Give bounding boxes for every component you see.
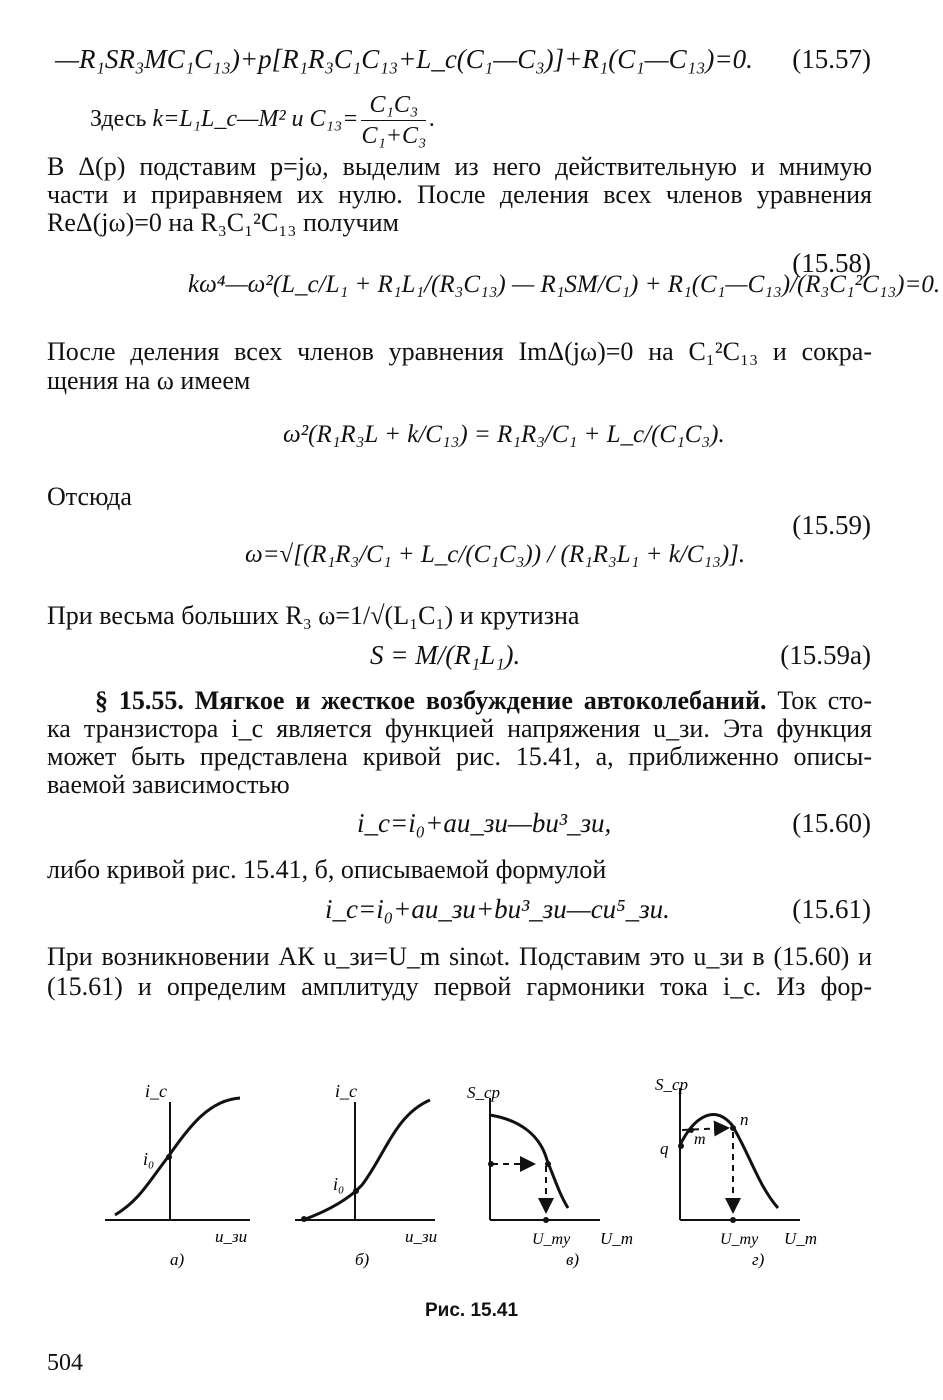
figure-15-41	[0, 1060, 943, 1280]
i0-label: i₀	[333, 1174, 345, 1194]
paragraph-line: либо кривой рис. 15.41, б, описываемой формулой	[47, 855, 607, 884]
i0-point	[166, 1154, 172, 1160]
equation-15-61: i_c=i₀+au_зи+bu³_зи—cu⁵_зи.	[325, 894, 670, 924]
equation-number: (15.59)	[792, 510, 871, 540]
paragraph-line: ваемой зависимостью	[47, 770, 290, 799]
y-axis-label: S_ср	[655, 1075, 689, 1094]
equation-number: (15.61)	[792, 894, 871, 924]
here-word: Здесь	[90, 106, 147, 133]
m-label: m	[694, 1131, 706, 1148]
current-curve	[303, 1100, 430, 1220]
x-axis-label: U_m	[600, 1229, 634, 1248]
equation-number: (15.60)	[792, 808, 871, 838]
figure-caption: Рис. 15.41	[424, 1300, 519, 1321]
q-label: q	[660, 1139, 669, 1158]
k-definition: k=L₁L_c—M² и C₁₃=	[152, 106, 359, 133]
umy-point	[730, 1217, 736, 1223]
paragraph-line: Отсюда	[47, 482, 132, 511]
equation-15-59: ω=√[(R₁R₃/C₁ + L_c/(C₁C₃)) / (R₁R₃L₁ + k/C₁₃)].	[245, 541, 746, 568]
page-number: 504	[47, 1350, 83, 1376]
c13-fraction	[361, 90, 426, 151]
umy-label: U_mу	[532, 1231, 571, 1248]
equation-imaginary-part: ω²(R₁R₃L + k/C₁₃) = R₁R₃/C₁ + L_c/(C₁C₃).	[283, 421, 725, 448]
panel-tag: в)	[566, 1250, 580, 1269]
panel-g	[655, 1075, 817, 1269]
panel-v	[467, 1083, 633, 1269]
slope-curve	[490, 1115, 568, 1208]
equation-15-60: i_c=i₀+au_зи—bu³_зи,	[357, 808, 612, 838]
section-text: Ток сто-	[777, 686, 873, 715]
equation-number: (15.57)	[792, 44, 871, 74]
panel-a	[105, 1081, 250, 1269]
paragraph-line: В Δ(p) подставим p=jω, выделим из него действительную и мнимую	[47, 152, 872, 181]
n-point	[730, 1125, 736, 1131]
fraction-denominator: C₁+C₃	[361, 123, 427, 149]
equation-15-57: —R₁SR₃MC₁C₁₃)+p[R₁R₃C₁C₁₃+L_c(C₁—C₃)]+R₁(C₁—C₁₃)=0.	[55, 44, 753, 74]
paragraph-line: может быть представлена кривой рис. 15.41, а, приближенно описы-	[47, 742, 872, 771]
umy-point	[543, 1217, 549, 1223]
equation-number: (15.58)	[792, 248, 871, 278]
origin-point	[301, 1216, 307, 1222]
y-axis-label: i_c	[145, 1081, 167, 1101]
section-title: § 15.55. Мягкое и жесткое возбуждение автоколебаний.	[95, 686, 767, 715]
paragraph-line: части и приравняем их нулю. После деления всех членов уравнения	[47, 180, 872, 209]
paragraph-line: При весьма больших R₃ ω=1/√(L₁C₁) и крутизна	[47, 601, 580, 630]
equation-number: (15.59a)	[780, 640, 871, 670]
section-heading-line	[95, 686, 872, 716]
paragraph-line: ReΔ(jω)=0 на R₃C₁²C₁₃ получим	[47, 208, 399, 237]
i0-label: i₀	[143, 1149, 155, 1169]
umy-label: U_mу	[720, 1231, 759, 1248]
i0-point	[353, 1188, 359, 1194]
paragraph-line: После деления всех членов уравнения ImΔ(jω)=0 на C₁²C₁₃ и сокра-	[47, 337, 872, 366]
x-axis-label: U_m	[784, 1229, 818, 1248]
paragraph-line: При возникновении АК u_зи=U_m sinωt. Подставим это u_зи в (15.60) и	[47, 942, 872, 971]
paragraph-line: (15.61) и определим амплитуду первой гармоники тока i_c. Из фор-	[47, 972, 872, 1001]
panel-b	[295, 1081, 437, 1269]
panel-tag: г)	[752, 1250, 765, 1269]
panel-tag: б)	[355, 1250, 370, 1269]
definition-k-c13: Здесь k=L₁L_c—M² и C₁₃= $\frac{\text{C₁C₃}}{\text{C₁+C₃}}$ .	[90, 92, 436, 149]
fraction-numerator: C₁C₃	[361, 90, 426, 121]
x-axis-label: u_зи	[405, 1227, 438, 1246]
current-curve	[115, 1098, 240, 1215]
q-point	[678, 1143, 684, 1149]
equation-15-59a: S = M/(R₁L₁).	[370, 640, 521, 670]
n-label: n	[740, 1110, 749, 1129]
y-axis-label: i_c	[335, 1081, 357, 1101]
y-axis-label: S_ср	[467, 1083, 501, 1102]
equation-15-58: kω⁴—ω²(L_c/L₁ + R₁L₁/(R₃C₁₃) — R₁SM/C₁) + R₁(C₁—C₁₃)/(R₃C₁²C₁₃)=0.	[188, 271, 941, 298]
paragraph-line: щения на ω имеем	[47, 366, 251, 395]
x-axis-label: u_зи	[215, 1227, 248, 1246]
paragraph-line: ка транзистора i_c является функцией напряжения u_зи. Эта функция	[47, 714, 872, 743]
panel-tag: а)	[170, 1250, 185, 1269]
